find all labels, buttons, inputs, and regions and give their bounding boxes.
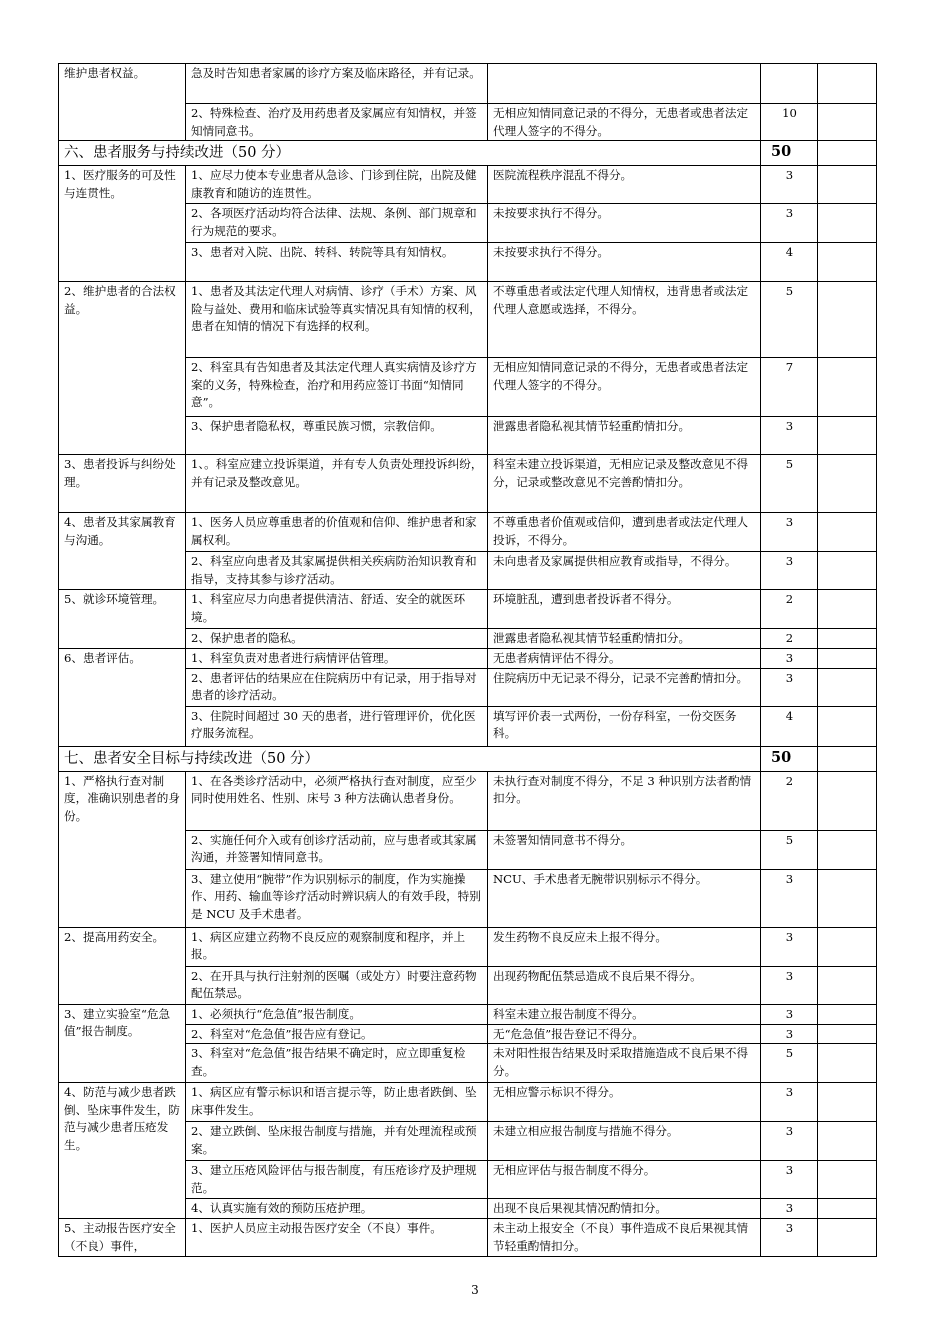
table-row xyxy=(59,64,877,104)
criteria-cell: 无相应警示标识不得分。 xyxy=(488,1083,761,1122)
criteria-cell: 未按要求执行不得分。 xyxy=(488,204,761,243)
remark-cell xyxy=(818,668,877,706)
score-cell: 3 xyxy=(761,417,818,455)
score-cell: 3 xyxy=(761,869,818,927)
criteria-cell: 泄露患者隐私视其情节轻重酌情扣分。 xyxy=(488,417,761,455)
score-cell: 5 xyxy=(761,455,818,513)
score-cell: 3 xyxy=(761,552,818,590)
score-cell: 3 xyxy=(761,1083,818,1122)
table-row xyxy=(59,1004,877,1024)
criteria-cell: 未向患者及家属提供相应教育或指导，不得分。 xyxy=(488,552,761,590)
remark-cell xyxy=(818,649,877,669)
category-cell: 5、主动报告医疗安全（不良）事件， xyxy=(59,1219,186,1257)
remark-cell xyxy=(818,1083,877,1122)
content-cell: 1、必须执行“危急值”报告制度。 xyxy=(186,1004,488,1024)
category-cell: 1、医疗服务的可及性与连贯性。 xyxy=(59,166,186,282)
remark-cell xyxy=(818,64,877,104)
remark-cell xyxy=(818,513,877,552)
remark-cell xyxy=(818,927,877,966)
content-cell: 3、科室对“危急值”报告结果不确定时，应立即重复检查。 xyxy=(186,1044,488,1083)
content-cell: 1、。科室应建立投诉渠道，并有专人负责处理投诉纠纷，并有记录及整改意见。 xyxy=(186,455,488,513)
remark-cell xyxy=(818,204,877,243)
section-title: 六、患者服务与持续改进（50 分） xyxy=(59,141,761,166)
table-row xyxy=(59,927,877,966)
criteria-cell: 未对阳性报告结果及时采取措施造成不良后果不得分。 xyxy=(488,1044,761,1083)
category-cell: 4、患者及其家属教育与沟通。 xyxy=(59,513,186,590)
remark-cell xyxy=(818,1199,877,1219)
remark-cell xyxy=(818,590,877,629)
remark-cell xyxy=(818,243,877,282)
score-cell: 3 xyxy=(761,1004,818,1024)
criteria-cell: 泄露患者隐私视其情节轻重酌情扣分。 xyxy=(488,629,761,649)
table-row xyxy=(59,282,877,358)
section-header-row xyxy=(59,141,877,166)
content-cell: 3、保护患者隐私权，尊重民族习惯，宗教信仰。 xyxy=(186,417,488,455)
criteria-cell: 无相应评估与报告制度不得分。 xyxy=(488,1161,761,1199)
score-cell: 7 xyxy=(761,358,818,417)
table-row xyxy=(59,649,877,669)
section-total-score: 50 xyxy=(761,141,818,166)
criteria-cell: 不尊重患者或法定代理人知情权，违背患者或法定代理人意愿或选择，不得分。 xyxy=(488,282,761,358)
remark-cell xyxy=(818,358,877,417)
remark-cell xyxy=(818,455,877,513)
score-cell: 4 xyxy=(761,706,818,746)
score-cell: 4 xyxy=(761,243,818,282)
content-cell: 3、住院时间超过 30 天的患者，进行管理评价，优化医疗服务流程。 xyxy=(186,706,488,746)
content-cell: 1、科室应尽力向患者提供清洁、舒适、安全的就医环境。 xyxy=(186,590,488,629)
score-cell: 3 xyxy=(761,927,818,966)
table-row xyxy=(59,590,877,629)
content-cell: 2、在开具与执行注射剂的医嘱（或处方）时要注意药物配伍禁忌。 xyxy=(186,966,488,1004)
table-row xyxy=(59,513,877,552)
remark-cell xyxy=(818,417,877,455)
criteria-cell: 未主动上报安全（不良）事件造成不良后果视其情节轻重酌情扣分。 xyxy=(488,1219,761,1257)
score-cell: 3 xyxy=(761,1219,818,1257)
score-cell: 3 xyxy=(761,166,818,204)
content-cell: 1、病区应有警示标识和语言提示等，防止患者跌倒、坠床事件发生。 xyxy=(186,1083,488,1122)
content-cell: 1、病区应建立药物不良反应的观察制度和程序，并上报。 xyxy=(186,927,488,966)
remark-cell xyxy=(818,706,877,746)
score-cell: 3 xyxy=(761,1161,818,1199)
score-cell: 3 xyxy=(761,649,818,669)
criteria-cell: 发生药物不良反应未上报不得分。 xyxy=(488,927,761,966)
criteria-cell: 无患者病情评估不得分。 xyxy=(488,649,761,669)
section-title: 七、患者安全目标与持续改进（50 分） xyxy=(59,746,761,771)
content-cell: 2、科室具有告知患者及其法定代理人真实病情及诊疗方案的义务，特殊检查，治疗和用药应签订书面“知情同意”。 xyxy=(186,358,488,417)
content-cell: 2、患者评估的结果应在住院病历中有记录，用于指导对患者的诊疗活动。 xyxy=(186,668,488,706)
score-cell: 2 xyxy=(761,771,818,830)
score-cell: 3 xyxy=(761,966,818,1004)
criteria-cell: NCU、手术患者无腕带识别标示不得分。 xyxy=(488,869,761,927)
criteria-cell: 填写评价表一式两份，一份存科室，一份交医务科。 xyxy=(488,706,761,746)
remark-cell xyxy=(818,104,877,141)
score-cell: 3 xyxy=(761,1199,818,1219)
table-row xyxy=(59,166,877,204)
criteria-cell: 科室未建立报告制度不得分。 xyxy=(488,1004,761,1024)
score-cell: 5 xyxy=(761,830,818,869)
content-cell: 1、在各类诊疗活动中，必须严格执行查对制度，应至少同时使用姓名、性别、床号 3 种方法确认患者身份。 xyxy=(186,771,488,830)
criteria-cell: 无相应知情同意记录的不得分，无患者或患者法定代理人签字的不得分。 xyxy=(488,358,761,417)
remark-cell xyxy=(818,1219,877,1257)
score-cell: 5 xyxy=(761,282,818,358)
criteria-cell: 未签署知情同意书不得分。 xyxy=(488,830,761,869)
score-cell: 3 xyxy=(761,1122,818,1161)
remark-cell xyxy=(818,1044,877,1083)
remark-cell xyxy=(818,1024,877,1044)
score-cell: 3 xyxy=(761,204,818,243)
evaluation-table-container xyxy=(58,63,876,1257)
criteria-cell: 出现药物配伍禁忌造成不良后果不得分。 xyxy=(488,966,761,1004)
criteria-cell: 住院病历中无记录不得分，记录不完善酌情扣分。 xyxy=(488,668,761,706)
table-row xyxy=(59,455,877,513)
table-row xyxy=(59,771,877,830)
criteria-cell: 医院流程秩序混乱不得分。 xyxy=(488,166,761,204)
section-remark-cell xyxy=(818,141,877,166)
remark-cell xyxy=(818,166,877,204)
remark-cell xyxy=(818,282,877,358)
criteria-cell: 出现不良后果视其情况酌情扣分。 xyxy=(488,1199,761,1219)
criteria-cell: 环境脏乱，遭到患者投诉者不得分。 xyxy=(488,590,761,629)
score-cell: 5 xyxy=(761,1044,818,1083)
content-cell: 1、患者及其法定代理人对病情、诊疗（手术）方案、风险与益处、费用和临床试验等真实情况具有知情的权利，患者在知情的情况下有选择的权利。 xyxy=(186,282,488,358)
content-cell: 2、科室对“危急值”报告应有登记。 xyxy=(186,1024,488,1044)
section-total-score: 50 xyxy=(761,746,818,771)
score-cell: 3 xyxy=(761,668,818,706)
category-cell: 维护患者权益。 xyxy=(59,64,186,141)
remark-cell xyxy=(818,966,877,1004)
page-number: 3 xyxy=(471,1283,479,1297)
remark-cell xyxy=(818,629,877,649)
content-cell: 2、各项医疗活动均符合法律、法规、条例、部门规章和行为规范的要求。 xyxy=(186,204,488,243)
content-cell: 4、认真实施有效的预防压疮护理。 xyxy=(186,1199,488,1219)
content-cell: 3、建立压疮风险评估与报告制度，有压疮诊疗及护理规范。 xyxy=(186,1161,488,1199)
section-header-row xyxy=(59,746,877,771)
section-remark-cell xyxy=(818,746,877,771)
content-cell: 急及时告知患者家属的诊疗方案及临床路径，并有记录。 xyxy=(186,64,488,104)
category-cell: 2、维护患者的合法权益。 xyxy=(59,282,186,455)
content-cell: 1、应尽力使本专业患者从急诊、门诊到住院，出院及健康教育和随访的连贯性。 xyxy=(186,166,488,204)
content-cell: 1、科室负责对患者进行病情评估管理。 xyxy=(186,649,488,669)
content-cell: 3、患者对入院、出院、转科、转院等具有知情权。 xyxy=(186,243,488,282)
category-cell: 3、患者投诉与纠纷处理。 xyxy=(59,455,186,513)
score-cell: 3 xyxy=(761,1024,818,1044)
category-cell: 6、患者评估。 xyxy=(59,649,186,747)
remark-cell xyxy=(818,771,877,830)
content-cell: 2、保护患者的隐私。 xyxy=(186,629,488,649)
score-cell: 3 xyxy=(761,513,818,552)
score-cell: 2 xyxy=(761,629,818,649)
table-row xyxy=(59,1219,877,1257)
criteria-cell: 无“危急值”报告登记不得分。 xyxy=(488,1024,761,1044)
category-cell: 5、就诊环境管理。 xyxy=(59,590,186,649)
category-cell: 1、严格执行查对制度，准确识别患者的身份。 xyxy=(59,771,186,927)
score-cell xyxy=(761,64,818,104)
criteria-cell: 科室未建立投诉渠道，无相应记录及整改意见不得分，记录或整改意见不完善酌情扣分。 xyxy=(488,455,761,513)
category-cell: 4、防范与减少患者跌倒、坠床事件发生，防范与减少患者压疮发生。 xyxy=(59,1083,186,1219)
evaluation-table xyxy=(58,63,877,1257)
table-row xyxy=(59,1083,877,1122)
remark-cell xyxy=(818,869,877,927)
criteria-cell: 未建立相应报告制度与措施不得分。 xyxy=(488,1122,761,1161)
criteria-cell: 未按要求执行不得分。 xyxy=(488,243,761,282)
score-cell: 10 xyxy=(761,104,818,141)
category-cell: 3、建立实验室“危急值”报告制度。 xyxy=(59,1004,186,1083)
content-cell: 1、医护人员应主动报告医疗安全（不良）事件。 xyxy=(186,1219,488,1257)
content-cell: 2、实施任何介入或有创诊疗活动前，应与患者或其家属沟通，并签署知情同意书。 xyxy=(186,830,488,869)
remark-cell xyxy=(818,552,877,590)
remark-cell xyxy=(818,1004,877,1024)
criteria-cell xyxy=(488,64,761,104)
remark-cell xyxy=(818,830,877,869)
content-cell: 2、建立跌倒、坠床报告制度与措施，并有处理流程或预案。 xyxy=(186,1122,488,1161)
criteria-cell: 无相应知情同意记录的不得分，无患者或患者法定代理人签字的不得分。 xyxy=(488,104,761,141)
remark-cell xyxy=(818,1122,877,1161)
criteria-cell: 未执行查对制度不得分，不足 3 种识别方法者酌情扣分。 xyxy=(488,771,761,830)
score-cell: 2 xyxy=(761,590,818,629)
content-cell: 2、科室应向患者及其家属提供相关疾病防治知识教育和指导，支持其参与诊疗活动。 xyxy=(186,552,488,590)
content-cell: 3、建立使用“腕带”作为识别标示的制度，作为实施操作、用药、输血等诊疗活动时辨识病人的有效手段，特别是 NCU 及手术患者。 xyxy=(186,869,488,927)
content-cell: 1、医务人员应尊重患者的价值观和信仰、维护患者和家属权利。 xyxy=(186,513,488,552)
content-cell: 2、特殊检查、治疗及用药患者及家属应有知情权，并签知情同意书。 xyxy=(186,104,488,141)
category-cell: 2、提高用药安全。 xyxy=(59,927,186,1004)
remark-cell xyxy=(818,1161,877,1199)
criteria-cell: 不尊重患者价值观或信仰，遭到患者或法定代理人投诉，不得分。 xyxy=(488,513,761,552)
